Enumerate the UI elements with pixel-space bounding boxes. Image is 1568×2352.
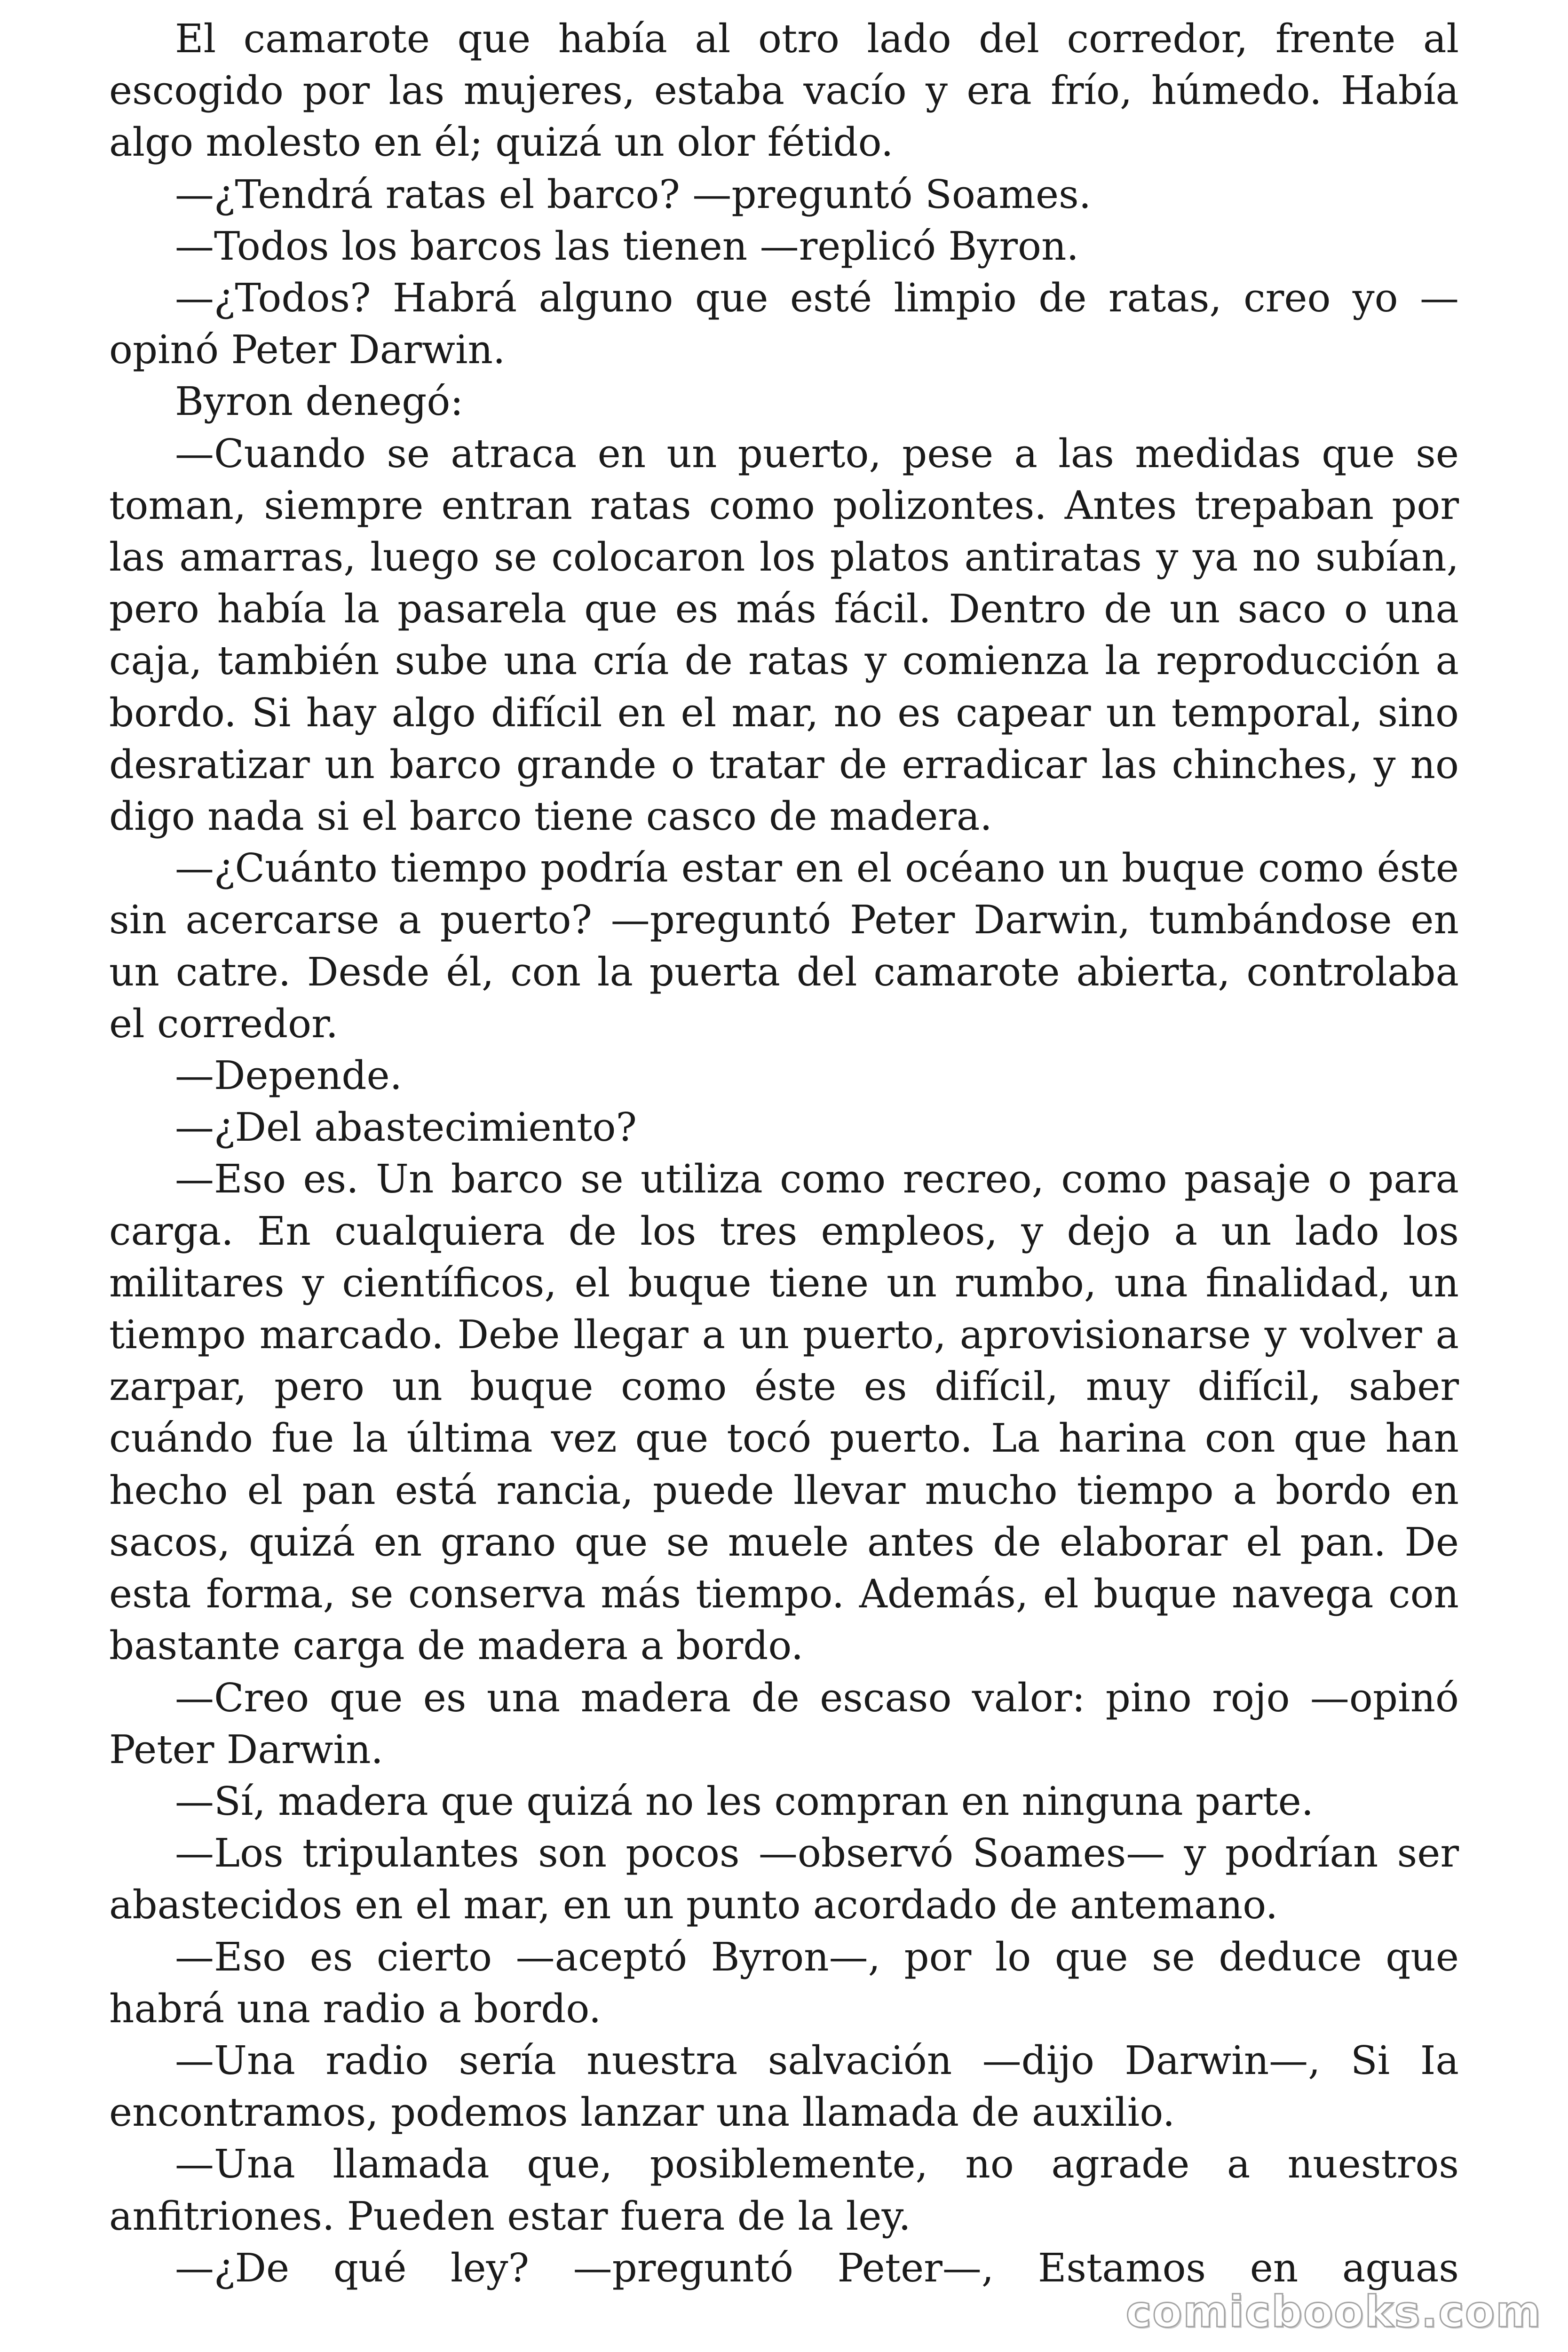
paragraph: —Una llamada que, posiblemente, no agrade a nuestros anfitriones. Pueden estar fuera de la ley. bbox=[109, 2141, 1459, 2239]
paragraph: —Los tripulantes son pocos —observó Soames— y podrían ser abastecidos en el mar, en un punto acordado de antemano. bbox=[109, 1830, 1459, 1928]
watermark-logo: comicbooks.com bbox=[1125, 2287, 1542, 2337]
paragraph: —Eso es. Un barco se utiliza como recreo, como pasaje o para carga. En cualquiera de los tres empleos, y dejo a un lado los militares y científicos, el buque tiene un rumbo, una finalidad, un tiempo marcado. Debe llegar a un puerto, aprovisionarse y volver a zarpar, pero un buque como éste es difícil, muy difícil, saber cuándo fue la última vez que tocó puerto. La harina con que han hecho el pan está rancia, puede llevar mucho tiempo a bordo en sacos, quizá en grano que se muele antes de elaborar el pan. De esta forma, se conserva más tiempo. Además, el buque navega con bastante carga de madera a bordo. bbox=[109, 1156, 1459, 1669]
paragraph: —¿Todos? Habrá alguno que esté limpio de ratas, creo yo —opinó Peter Darwin. bbox=[109, 275, 1459, 373]
paragraph: —¿Del abastecimiento? bbox=[175, 1104, 637, 1151]
paragraph: —Depende. bbox=[175, 1053, 403, 1099]
paragraph: —Cuando se atraca en un puerto, pese a las medidas que se toman, siempre entran ratas como polizontes. Antes trepaban por las amarras, luego se colocaron los platos antiratas y ya no subían, pero había la pasarela que es más fácil. Dentro de un saco o una caja, también sube una cría de ratas y comienza la reproducción a bordo. Si hay algo difícil en el mar, no es capear un temporal, sino desratizar un barco grande o tratar de erradicar las chinches, y no digo nada si el barco tiene casco de madera. bbox=[109, 430, 1459, 840]
paragraph: —Todos los barcos las tienen —replicó Byron. bbox=[175, 223, 1079, 269]
paragraph: —Una radio sería nuestra salvación —dijo Darwin—, Si Ia encontramos, podemos lanzar una llamada de auxilio. bbox=[109, 2037, 1459, 2136]
paragraph: —¿De qué ley? —preguntó Peter—, Estamos en aguas bbox=[175, 2245, 1459, 2291]
paragraph: —Eso es cierto —aceptó Byron—, por lo que se deduce que habrá una radio a bordo. bbox=[109, 1934, 1459, 2032]
book-page bbox=[109, 13, 1459, 2294]
paragraph: —¿Tendrá ratas el barco? —preguntó Soames. bbox=[175, 171, 1092, 217]
paragraph: —¿Cuánto tiempo podría estar en el océano un buque como éste sin acercarse a puerto? —preguntó Peter Darwin, tumbándose en un catre. Desde él, con la puerta del camarote abierta, controlaba el corredor. bbox=[109, 845, 1459, 1047]
paragraph: Byron denegó: bbox=[175, 379, 464, 425]
paragraph: —Creo que es una madera de escaso valor: pino rojo —opinó Peter Darwin. bbox=[109, 1675, 1459, 1772]
paragraph: —Sí, madera que quizá no les compran en ninguna parte. bbox=[175, 1778, 1314, 1824]
paragraph: El camarote que había al otro lado del corredor, frente al escogido por las mujeres, estaba vacío y era frío, húmedo. Había algo molesto en él; quizá un olor fétido. bbox=[109, 16, 1459, 166]
